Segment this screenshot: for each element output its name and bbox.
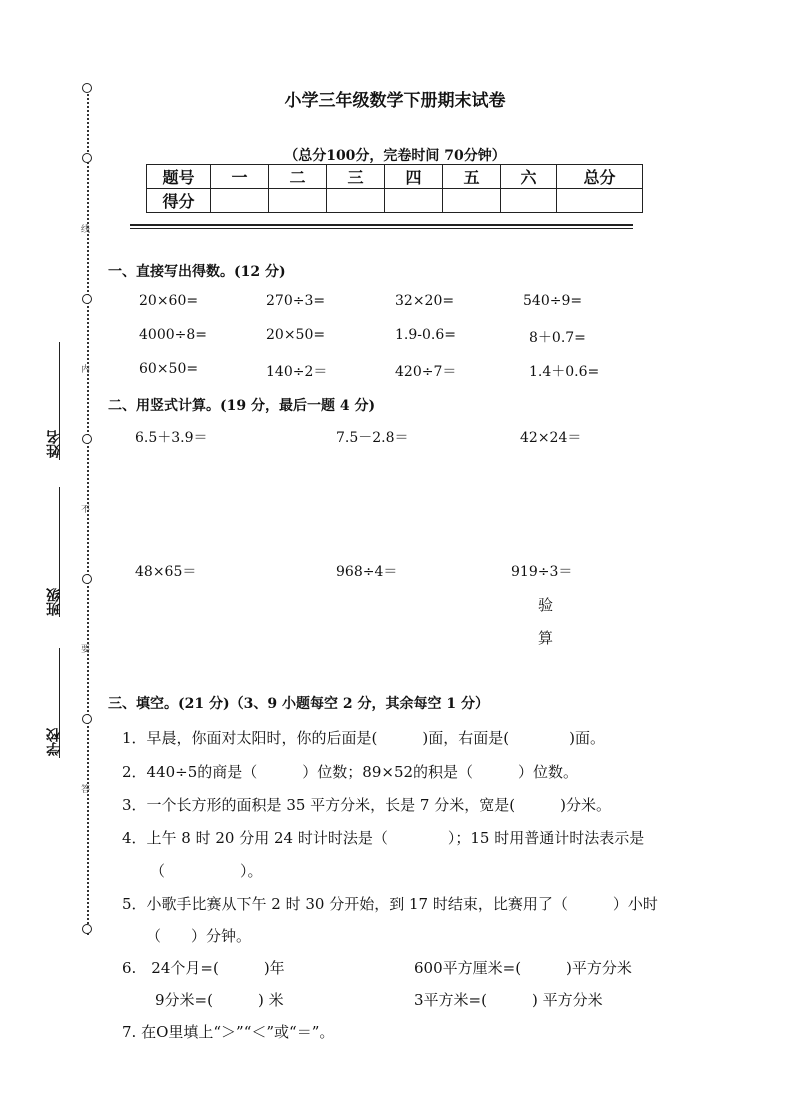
header-cell: 二 [269, 165, 327, 189]
binding-char: 内 [81, 365, 91, 375]
header-rule [130, 228, 633, 229]
binding-char: 要 [81, 645, 91, 655]
oral-problem: 60×50= [139, 361, 199, 377]
binding-char: 答 [81, 785, 91, 795]
score-cell[interactable] [385, 189, 443, 213]
binding-hole-circle [82, 434, 92, 444]
check-label: 算 [538, 629, 554, 647]
score-cell[interactable] [211, 189, 269, 213]
question-1: 1．早晨，你面对太阳时，你的后面是( )面，右面是( )面。 [122, 729, 605, 747]
vertical-problem: 968÷4＝ [336, 564, 398, 580]
binding-hole-circle [82, 714, 92, 724]
binding-hole-circle [82, 294, 92, 304]
vertical-problem: 6.5＋3.9＝ [135, 430, 208, 446]
oral-problem: 4000÷8= [139, 327, 207, 343]
exam-title: 小学三年级数学下册期末试卷 [284, 91, 506, 111]
header-cell: 五 [443, 165, 501, 189]
score-table [146, 164, 643, 213]
binding-hole-circle [82, 574, 92, 584]
header-cell: 一 [211, 165, 269, 189]
oral-problem: 140÷2＝ [266, 364, 328, 380]
header-cell: 三 [327, 165, 385, 189]
question-2: 2．440÷5的商是（ ）位数；89×52的积是（ ）位数。 [122, 763, 579, 781]
vertical-problem: 7.5－2.8＝ [336, 430, 409, 446]
score-cell[interactable] [443, 189, 501, 213]
header-cell: 题号 [147, 165, 211, 189]
score-cell[interactable] [501, 189, 557, 213]
section3-heading: 三、填空。(21 分)（3、9 小题每空 2 分，其余每空 1 分） [108, 696, 489, 712]
oral-problem: 20×50= [266, 327, 326, 343]
score-cell[interactable] [327, 189, 385, 213]
oral-problem: 1.4＋0.6= [529, 364, 600, 380]
score-cell[interactable] [557, 189, 643, 213]
header-cell: 六 [501, 165, 557, 189]
row-label-cell: 得分 [147, 189, 211, 213]
check-label: 验 [538, 596, 554, 614]
header-cell: 四 [385, 165, 443, 189]
exam-subtitle: （总分100分，完卷时间 70分钟） [284, 148, 506, 164]
question-7: 7. 在O里填上“＞”“＜”或“＝”。 [122, 1023, 335, 1041]
binding-char: 不 [81, 505, 91, 515]
oral-problem: 1.9-0.6= [395, 327, 456, 343]
question-3: 3．一个长方形的面积是 35 平方分米，长是 7 分米，宽是( )分米。 [122, 796, 611, 814]
class-label: 班级 [46, 588, 62, 616]
oral-problem: 540÷9= [523, 293, 583, 309]
section1-heading: 一、直接写出得数。(12 分) [108, 264, 286, 280]
vertical-problem: 919÷3＝ [511, 564, 573, 580]
binding-hole-circle [82, 924, 92, 934]
score-input-row [147, 189, 643, 213]
school-label: 学校 [46, 728, 62, 756]
binding-char: 线 [81, 225, 91, 235]
question-6a-right: 600平方厘米=( )平方分米 [414, 959, 632, 977]
question-5: 5．小歌手比赛从下午 2 时 30 分开始，到 17 时结束，比赛用了（ ）小时 [122, 895, 658, 913]
oral-problem: 8＋0.7= [529, 330, 586, 346]
question-4: 4．上午 8 时 20 分用 24 时计时法是（ ）；15 时用普通计时法表示是 [122, 829, 645, 847]
question-5-cont: （ ）分钟。 [146, 927, 252, 945]
question-6b-right: 3平方米=( ) 平方分米 [414, 991, 603, 1009]
header-cell: 总分 [557, 165, 643, 189]
score-header-row [147, 165, 643, 189]
section2-heading: 二、用竖式计算。(19 分，最后一题 4 分) [108, 398, 376, 414]
name-label: 姓名 [46, 430, 62, 458]
question-6a-left: 6. 24个月=( )年 [122, 959, 285, 977]
oral-problem: 420÷7＝ [395, 364, 457, 380]
header-rule [130, 224, 633, 226]
vertical-problem: 42×24＝ [520, 430, 582, 446]
oral-problem: 270÷3= [266, 293, 326, 309]
vertical-problem: 48×65＝ [135, 564, 197, 580]
question-6b-left: 9分米=( ) 米 [155, 991, 284, 1009]
score-cell[interactable] [269, 189, 327, 213]
question-4-cont: （ ）。 [150, 862, 263, 880]
oral-problem: 20×60= [139, 293, 199, 309]
oral-problem: 32×20= [395, 293, 455, 309]
